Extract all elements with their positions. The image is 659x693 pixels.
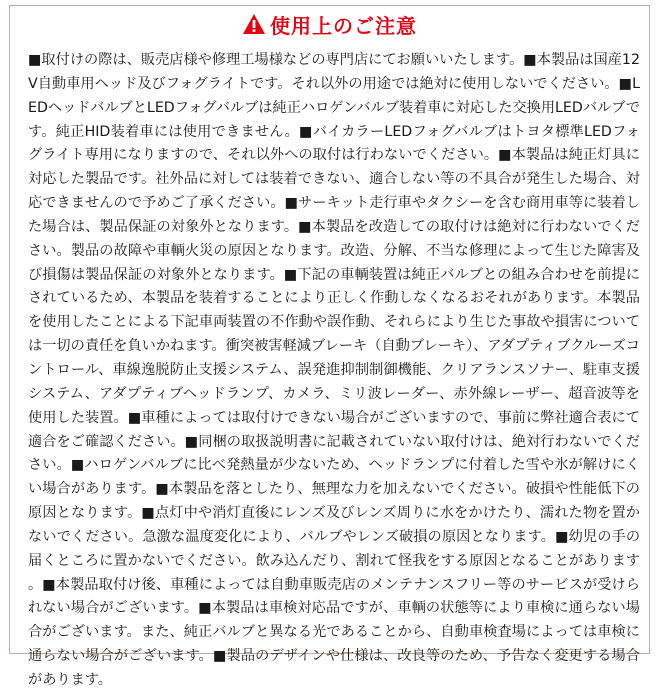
notice-item: ■本製品は車検対応品ですが、車輌の状態等により車検に通らない場合がございます。また、純正バルブと異なる光であることから、自動車検査場によっては車検に通らない場合がございます。 — [28, 600, 640, 665]
notice-item: ■幼児の手の届くところに置かないでください。飲み込んだり、割れて怪我をする原因となることがあります。 — [28, 528, 641, 593]
notice-item: ■点灯中や消灯直後にレンズ及びレンズ周りに水をかけたり、濡れた物を置かないでください。急激な温度変化により、バルブやレンズ破損の原因となります。 — [28, 505, 640, 545]
notice-item: ■同梱の取扱説明書に記載されていない取付けは、絶対行わないでください。 — [28, 433, 640, 474]
notice-item: ■サーキット走行車やタクシーを含む商用車等に装着した場合は、製品保証の対象外となります。 — [28, 195, 640, 235]
notice-item: ■本製品を改造しての取付けは絶対に行わないでください。製品の故障や車輌火災の原因となります。改造、分解、不当な修理によって生じた障害及び損傷は製品保証の対象外となります。 — [28, 218, 640, 283]
notice-item: ■本製品取付け後、車種によっては自動車販売店のメンテナンスフリー等のサービスが受けられない場合がございます。 — [28, 576, 640, 617]
notice-body — [28, 49, 640, 693]
notice-item: ■本製品は国産12V自動車用ヘッド及びフォグライトです。それ以外の用途では絶対に使用しないでください。 — [28, 52, 640, 92]
notice-item: ■LEDヘッドバルブとLEDフォグバルブは純正ハロゲンバルブ装着車に対応した交換用LEDバルブです。純正HID装着車には使用できません。 — [28, 75, 641, 140]
notice-title: 使用上のご注意 — [270, 13, 417, 38]
notice-item: ■本製品を落としたり、無理な力を加えないでください。破損や性能低下の原因となります。 — [28, 481, 640, 522]
notice-header — [10, 6, 649, 42]
notice-item: ■ハロゲンバルブに比べ発熱量が少ないため、ヘッドランプに付着した雪や氷が解けにくい場合があります。 — [28, 457, 640, 498]
notice-item: ■車種によっては取付けできない場合がございますので、事前に弊社適合表にて適合をご確認ください。 — [28, 409, 640, 450]
notice-item: ■下記の車輌装置は純正バルブとの組み合わせを前提にされているため、本製品を装着することにより正しく作動しなくなるおそれがあります。本製品を使用したことによる下記車両装置の不作動や誤作動、それらにより生じた事故や損害については一切の責任を負いかねます。衝突被害軽減ブレーキ（自動ブレーキ）、アダプティブクルーズコントロール、車線逸脱防止支援システム、誤発進抑制制御機能、クリアランスソナー、駐車支援システム、アダプティブヘッドランプ、カメラ、ミリ波レーダー、赤外線レーザー、超音波等を使用した装置。 — [28, 266, 640, 426]
caution-notice-box — [9, 5, 650, 688]
notice-item: ■バイカラーLEDフォグバルブはトヨタ標準LEDフォグライト専用になりますので、それ以外への取付は行わないでください。 — [28, 123, 640, 164]
notice-item: ■製品のデザインや仕様は、改良等のため、予告なく変更する場合があります。 — [28, 648, 640, 688]
warning-triangle-icon — [242, 13, 266, 35]
notice-item: ■取付けの際は、販売店様や修理工場様などの専門店にてお願いいたします。 — [28, 52, 524, 68]
notice-item: ■本製品は純正灯具に対応した製品です。社外品に対しては装着できない、適合しない等の不具合が発生した場合、対応できませんので予めご了承ください。 — [28, 147, 640, 212]
